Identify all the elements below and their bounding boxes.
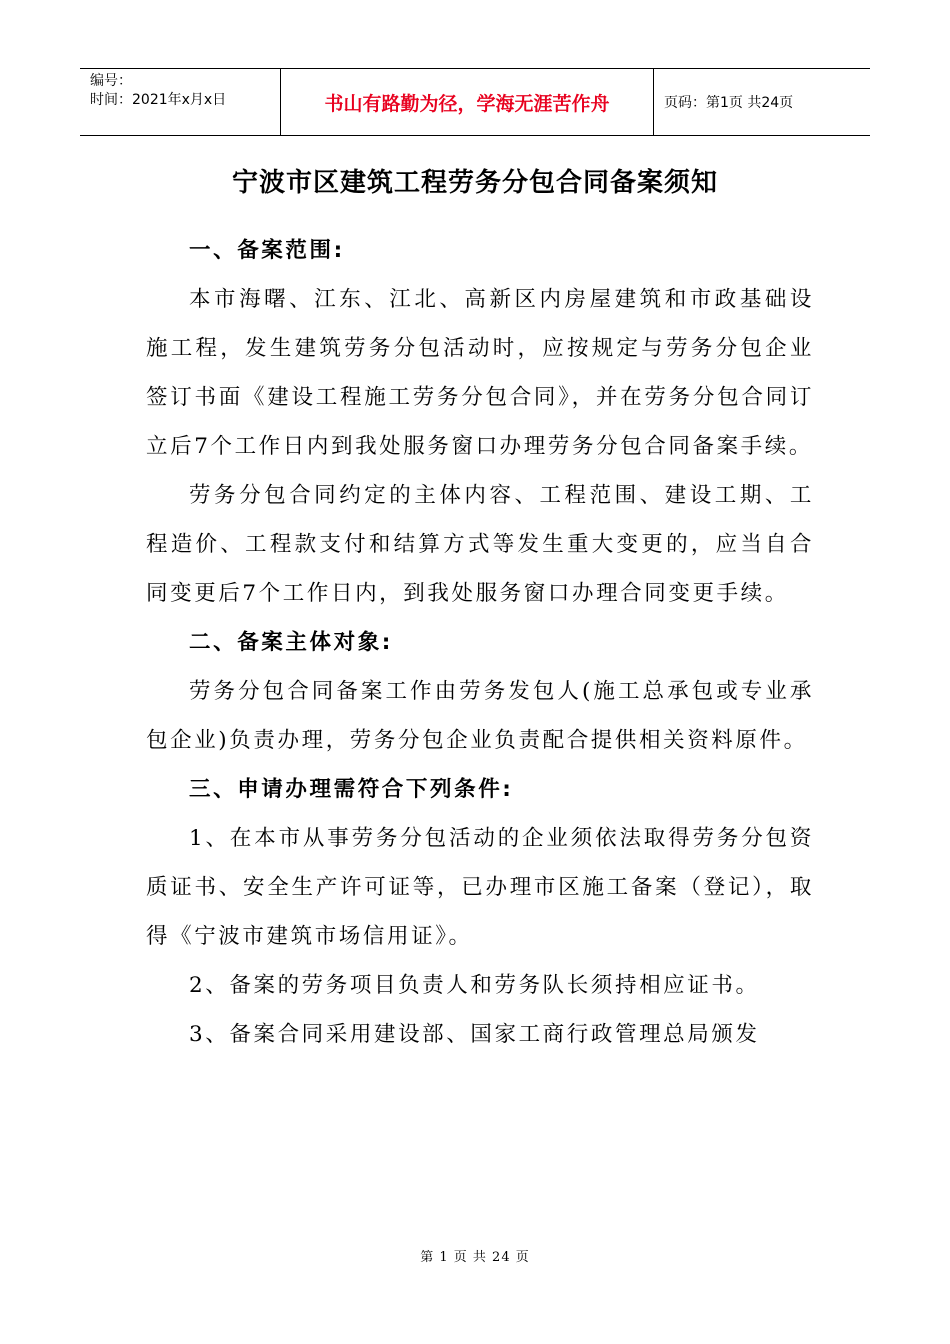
condition-item-1: 1、在本市从事劳务分包活动的企业须依法取得劳务分包资质证书、安全生产许可证等，已办理市区施工备案（登记），取得《宁波市建筑市场信用证》。: [146, 826, 814, 949]
condition-item-2: 2、备案的劳务项目负责人和劳务队长须持相应证书。: [189, 973, 760, 998]
document-title: 宁波市区建筑工程劳务分包合同备案须知: [231, 168, 718, 198]
paragraph-subject-1: 劳务分包合同备案工作由劳务发包人(施工总承包或专业承包企业)负责办理，劳务分包企业负责配合提供相关资料原件。: [146, 679, 814, 753]
header-motto: 书山有路勤为径，学海无涯苦作舟: [281, 69, 654, 135]
paragraph-scope-1: 本市海曙、江东、江北、高新区内房屋建筑和市政基础设施工程，发生建筑劳务分包活动时，应按规定与劳务分包企业签订书面《建设工程施工劳务分包合同》，并在劳务分包合同订立后7个工作日内到我处服务窗口办理劳务分包合同备案手续。: [146, 287, 814, 459]
section-heading-scope: 一、备案范围:: [189, 238, 345, 263]
header-number-label: 编号：: [90, 73, 132, 89]
header-time-label: 时间：2021年x月x日: [90, 92, 227, 108]
section-heading-conditions: 三、申请办理需符合下列条件:: [189, 777, 514, 802]
page-footer: 第 1 页 共 24 页: [420, 1250, 530, 1265]
section-heading-subject: 二、备案主体对象:: [189, 630, 393, 655]
document-body: [146, 226, 814, 1059]
header-meta: [80, 69, 281, 135]
header-page-info: 页码：第1页 共24页: [664, 95, 794, 111]
header-table: [80, 68, 870, 136]
paragraph-scope-2: 劳务分包合同约定的主体内容、工程范围、建设工期、工程造价、工程款支付和结算方式等发生重大变更的，应当自合同变更后7个工作日内，到我处服务窗口办理合同变更手续。: [146, 483, 814, 606]
condition-item-3: 3、备案合同采用建设部、国家工商行政管理总局颁发: [189, 1022, 760, 1047]
